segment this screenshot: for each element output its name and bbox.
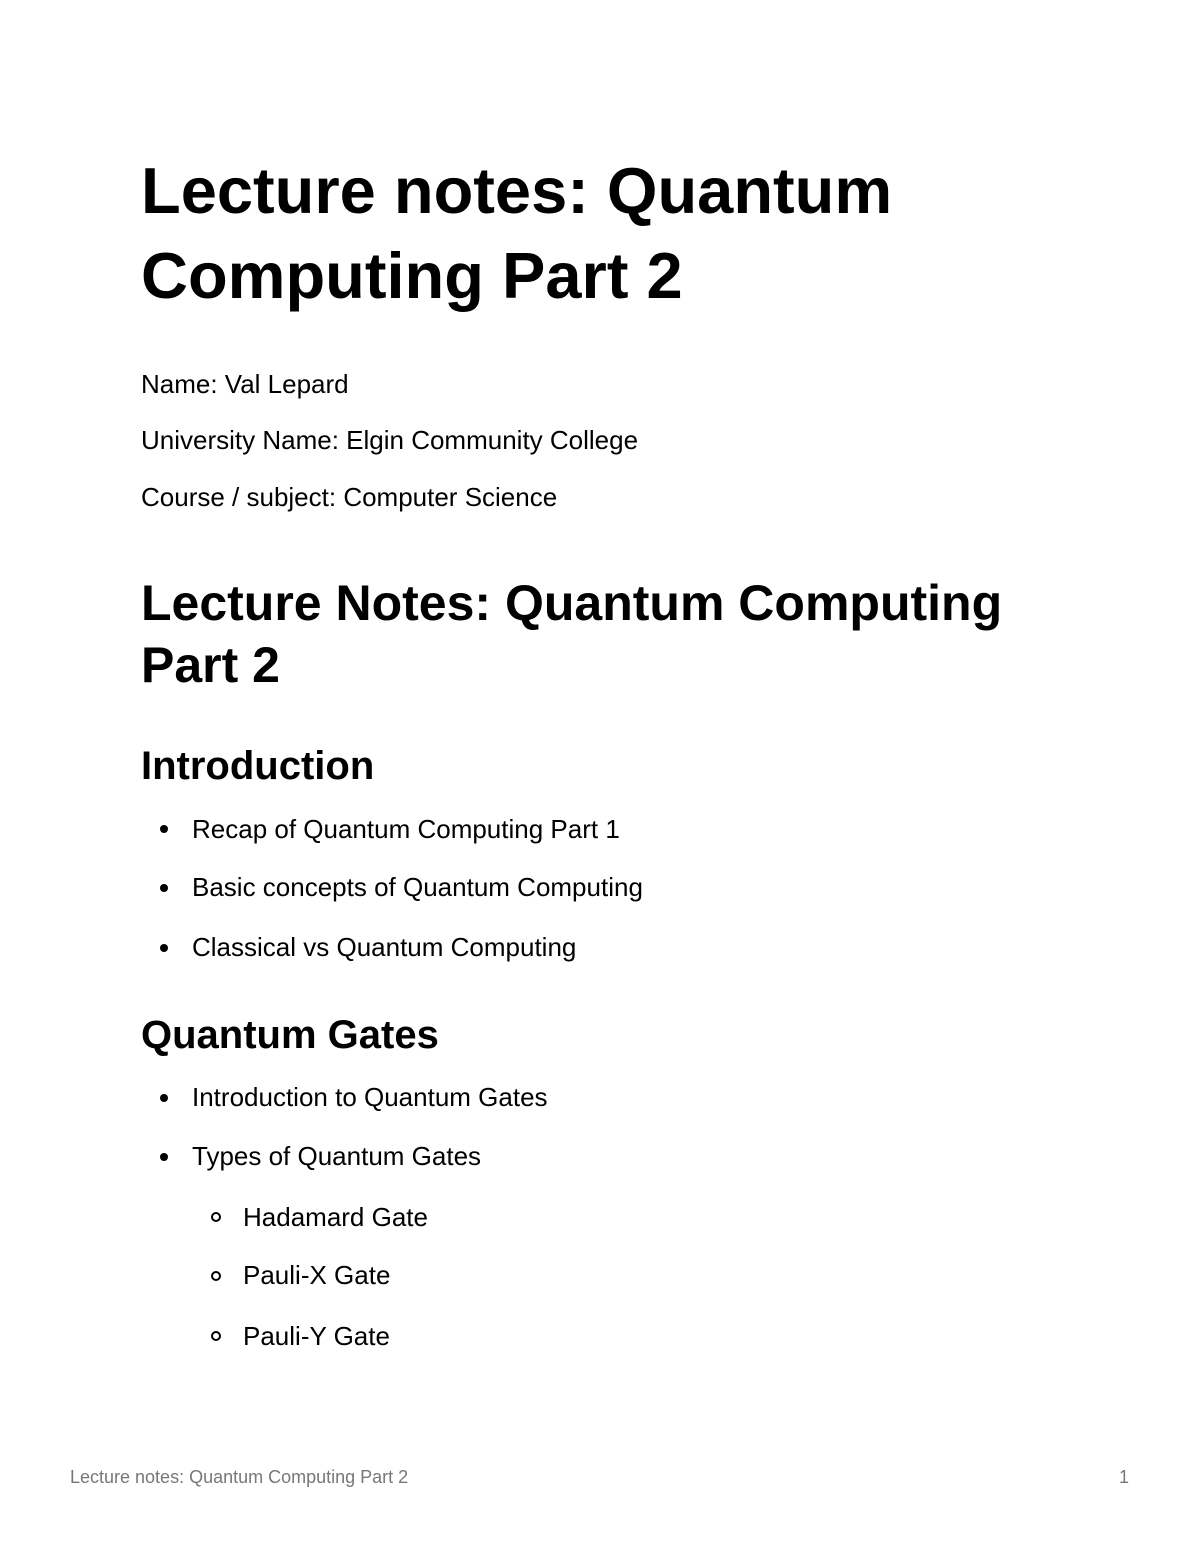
hollow-bullet-icon bbox=[211, 1331, 221, 1341]
list-item: Basic concepts of Quantum Computing bbox=[192, 872, 643, 902]
bullet-icon bbox=[160, 1094, 168, 1102]
hollow-bullet-icon bbox=[211, 1212, 221, 1222]
list-item: Classical vs Quantum Computing bbox=[192, 932, 577, 962]
document-title: Lecture notes: Quantum Computing Part 2 bbox=[141, 154, 893, 312]
university-name: University Name: Elgin Community College bbox=[141, 425, 639, 455]
sub-list-item: Pauli-Y Gate bbox=[243, 1321, 390, 1351]
section-heading-introduction: Introduction bbox=[141, 744, 375, 788]
bullet-icon bbox=[160, 1153, 168, 1161]
list-item: Types of Quantum Gates bbox=[192, 1141, 482, 1171]
course-subject: Course / subject: Computer Science bbox=[141, 482, 558, 512]
bullet-icon bbox=[160, 825, 168, 833]
bullet-icon bbox=[160, 944, 168, 952]
list-item: Introduction to Quantum Gates bbox=[192, 1082, 548, 1112]
main-heading: Lecture Notes: Quantum Computing Part 2 bbox=[141, 575, 1003, 693]
sub-list-item: Pauli-X Gate bbox=[243, 1260, 391, 1290]
bullet-icon bbox=[160, 884, 168, 892]
page-number: 1 bbox=[1118, 1467, 1129, 1487]
footer-title: Lecture notes: Quantum Computing Part 2 bbox=[70, 1467, 409, 1487]
author-name: Name: Val Lepard bbox=[141, 369, 349, 399]
list-item: Recap of Quantum Computing Part 1 bbox=[192, 814, 620, 844]
section-heading-quantum-gates: Quantum Gates bbox=[141, 1013, 439, 1057]
hollow-bullet-icon bbox=[211, 1271, 221, 1281]
sub-list-item: Hadamard Gate bbox=[243, 1202, 428, 1232]
